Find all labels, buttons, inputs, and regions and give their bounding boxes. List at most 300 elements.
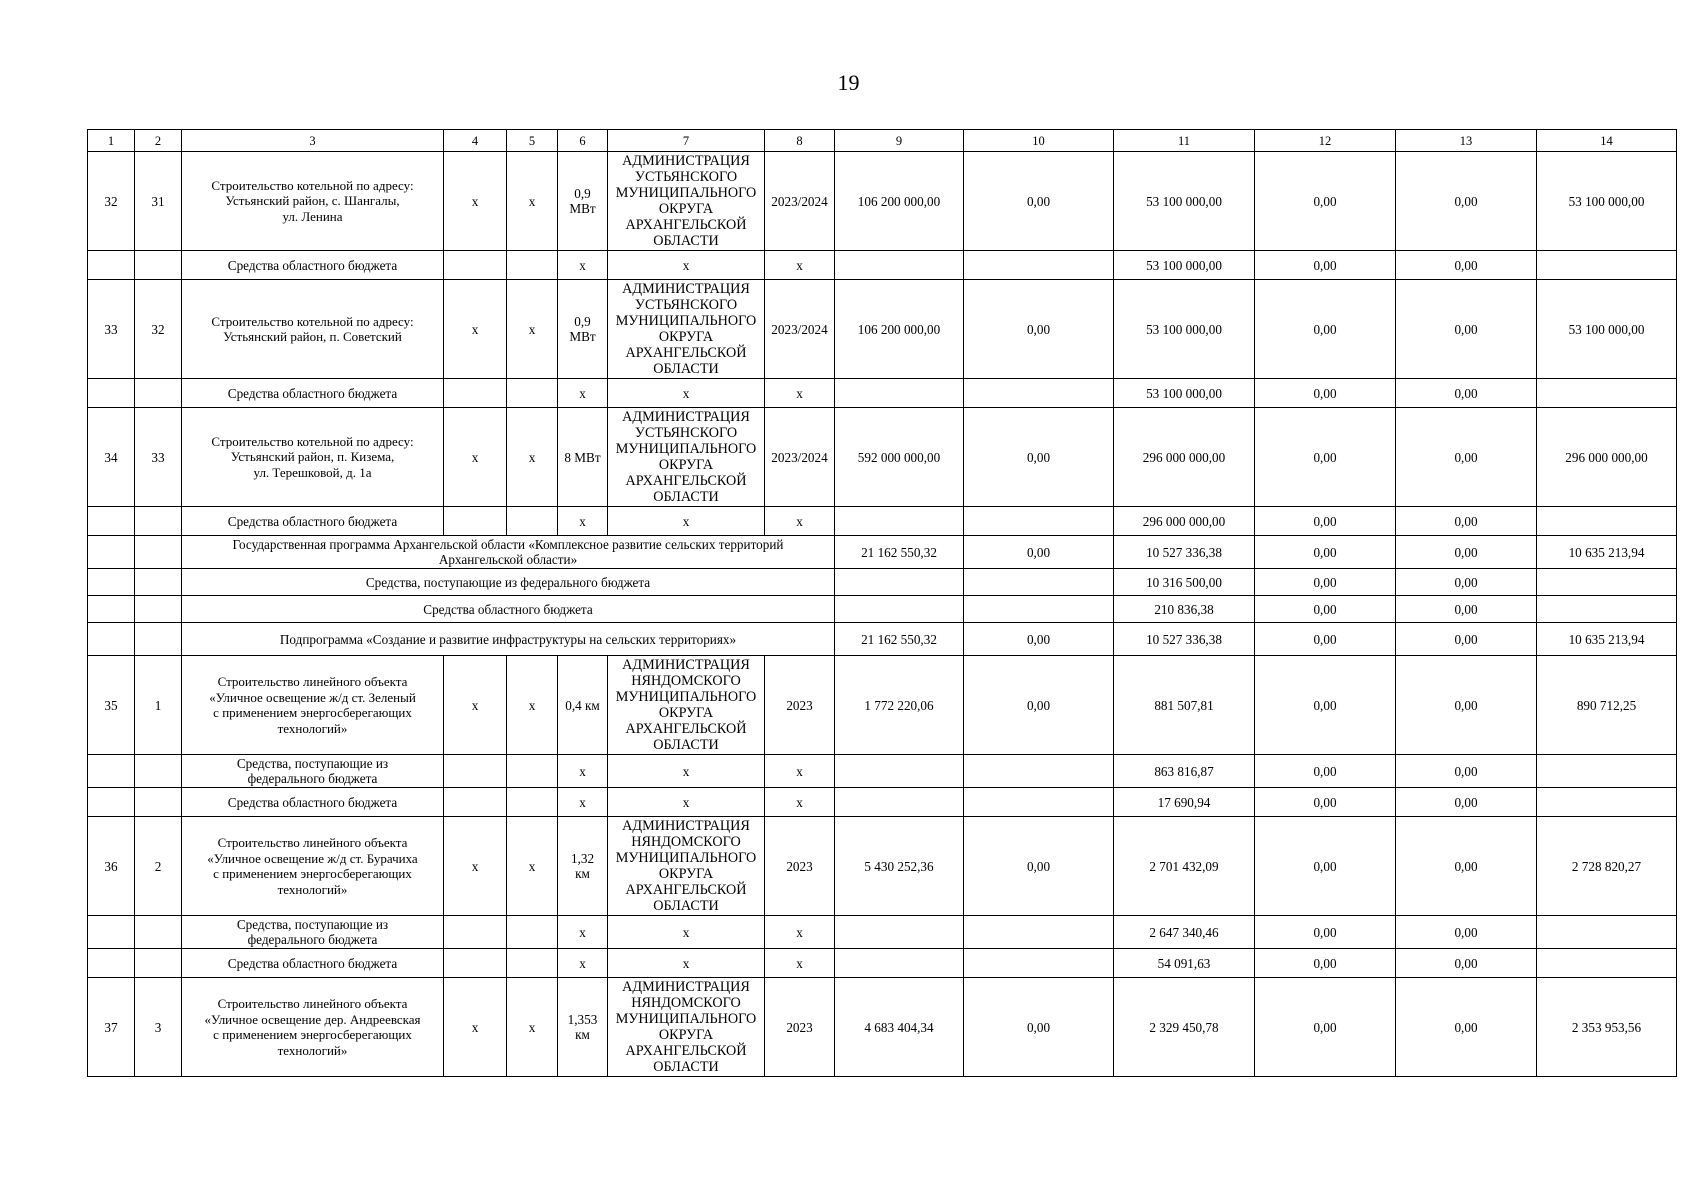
- amount-cell: 53 100 000,00: [1537, 152, 1677, 251]
- header-cell: 1: [88, 130, 135, 152]
- item-number: 3: [135, 978, 182, 1077]
- table-row: [88, 949, 1677, 978]
- col7-cell: х: [608, 755, 765, 788]
- funding-source-label: Средства областного бюджета: [182, 379, 444, 408]
- col5-cell: х: [507, 978, 558, 1077]
- organization-cell-line: АРХАНГЕЛЬСКОЙ: [625, 217, 747, 233]
- organization-cell-line: ОБЛАСТИ: [653, 737, 719, 753]
- amount-cell: 0,00: [1396, 978, 1537, 1077]
- empty-cell: [835, 379, 964, 408]
- program-title-line: Архангельской области»: [438, 552, 578, 567]
- capacity-cell-line: км: [575, 1027, 590, 1042]
- capacity-cell: [558, 656, 608, 755]
- col6-cell: х: [558, 251, 608, 280]
- empty-cell: [88, 596, 135, 623]
- item-number: 1: [135, 656, 182, 755]
- page-number: 19: [837, 70, 860, 95]
- amount-cell: 53 100 000,00: [1537, 280, 1677, 379]
- amount-cell: 4 683 404,34: [835, 978, 964, 1077]
- amount-cell: 0,00: [1396, 280, 1537, 379]
- amount-cell: 0,00: [1255, 788, 1396, 817]
- empty-cell: [135, 507, 182, 536]
- empty-cell: [964, 788, 1114, 817]
- table-row: [88, 536, 1677, 569]
- organization-cell-line: АДМИНИСТРАЦИЯ: [622, 657, 750, 673]
- col8-cell: х: [765, 949, 835, 978]
- object-description-line: Строительство котельной по адресу:: [211, 313, 414, 329]
- col8-cell: х: [765, 251, 835, 280]
- empty-cell: [135, 916, 182, 949]
- funding-source-label-line: Средства, поступающие из: [236, 917, 389, 932]
- amount-cell: 0,00: [1396, 788, 1537, 817]
- empty-cell: [1537, 379, 1677, 408]
- amount-cell: 10 527 336,38: [1114, 623, 1255, 656]
- organization-cell-line: МУНИЦИПАЛЬНОГО: [615, 185, 757, 201]
- organization-cell-line: НЯНДОМСКОГО: [631, 673, 741, 689]
- empty-cell: [835, 507, 964, 536]
- col5-cell: х: [507, 656, 558, 755]
- col7-cell: х: [608, 949, 765, 978]
- capacity-cell-line: МВт: [569, 329, 596, 344]
- empty-cell: [1537, 596, 1677, 623]
- organization-cell-line: ОБЛАСТИ: [653, 361, 719, 377]
- empty-cell: [88, 916, 135, 949]
- table-row: [88, 788, 1677, 817]
- amount-cell: 54 091,63: [1114, 949, 1255, 978]
- amount-cell: 0,00: [1255, 280, 1396, 379]
- object-description-line: технологий»: [277, 720, 348, 736]
- organization-cell-line: МУНИЦИПАЛЬНОГО: [615, 1011, 757, 1027]
- amount-cell: 10 316 500,00: [1114, 569, 1255, 596]
- amount-cell: 0,00: [964, 280, 1114, 379]
- empty-cell: [1537, 569, 1677, 596]
- amount-cell: 53 100 000,00: [1114, 280, 1255, 379]
- header-row: [88, 130, 1677, 152]
- empty-cell: [964, 251, 1114, 280]
- amount-cell: 0,00: [1396, 152, 1537, 251]
- organization-cell-line: УСТЬЯНСКОГО: [634, 425, 738, 441]
- col5-cell: х: [507, 408, 558, 507]
- empty-cell: [1537, 755, 1677, 788]
- organization-cell-line: МУНИЦИПАЛЬНОГО: [615, 689, 757, 705]
- organization-cell-line: ОКРУГА: [658, 329, 714, 345]
- empty-cell: [135, 788, 182, 817]
- empty-cell: [835, 569, 964, 596]
- object-description: [182, 817, 444, 916]
- amount-cell: 0,00: [964, 978, 1114, 1077]
- funding-source-label: Средства, поступающие из федерального бюджета: [182, 569, 835, 596]
- funding-source-label: Средства областного бюджета: [182, 949, 444, 978]
- object-description-line: ул. Терешковой, д. 1а: [253, 464, 372, 480]
- header-cell: 10: [964, 130, 1114, 152]
- amount-cell: 0,00: [1255, 569, 1396, 596]
- years-cell: 2023/2024: [765, 408, 835, 507]
- object-description-line: Строительство котельной по адресу:: [211, 177, 414, 193]
- empty-cell: [964, 569, 1114, 596]
- amount-cell: 0,00: [964, 536, 1114, 569]
- table-row: [88, 152, 1677, 251]
- funding-source-label: Средства областного бюджета: [182, 507, 444, 536]
- organization-cell-line: АДМИНИСТРАЦИЯ: [622, 281, 750, 297]
- organization-cell-line: ОБЛАСТИ: [653, 1059, 719, 1075]
- empty-cell: [964, 507, 1114, 536]
- amount-cell: 0,00: [1255, 596, 1396, 623]
- years-cell: 2023/2024: [765, 152, 835, 251]
- amount-cell: 0,00: [1396, 507, 1537, 536]
- table-row: [88, 569, 1677, 596]
- amount-cell: 2 728 820,27: [1537, 817, 1677, 916]
- table-row: [88, 408, 1677, 507]
- empty-cell: [507, 379, 558, 408]
- item-number: 32: [135, 280, 182, 379]
- empty-cell: [88, 569, 135, 596]
- item-number: 31: [135, 152, 182, 251]
- amount-cell: 0,00: [1255, 916, 1396, 949]
- empty-cell: [1537, 788, 1677, 817]
- amount-cell: 0,00: [1255, 251, 1396, 280]
- amount-cell: 0,00: [1396, 817, 1537, 916]
- table-row: [88, 916, 1677, 949]
- capacity-cell-line: 8 МВт: [564, 449, 601, 465]
- amount-cell: 0,00: [1255, 755, 1396, 788]
- amount-cell: 53 100 000,00: [1114, 152, 1255, 251]
- amount-cell: 0,00: [1255, 507, 1396, 536]
- col6-cell: х: [558, 916, 608, 949]
- empty-cell: [88, 507, 135, 536]
- object-description-line: Строительство линейного объекта: [217, 996, 408, 1011]
- organization-cell-line: АРХАНГЕЛЬСКОЙ: [625, 882, 747, 898]
- amount-cell: 106 200 000,00: [835, 280, 964, 379]
- amount-cell: 0,00: [1396, 949, 1537, 978]
- header-cell: 5: [507, 130, 558, 152]
- amount-cell: 0,00: [1396, 379, 1537, 408]
- empty-cell: [88, 623, 135, 656]
- empty-cell: [444, 507, 507, 536]
- col5-cell: х: [507, 817, 558, 916]
- table-row: [88, 978, 1677, 1077]
- table-row: [88, 755, 1677, 788]
- header-cell: 7: [608, 130, 765, 152]
- subprogram-title: Подпрограмма «Создание и развитие инфраструктуры на сельских территориях»: [182, 623, 835, 656]
- amount-cell: 17 690,94: [1114, 788, 1255, 817]
- empty-cell: [835, 949, 964, 978]
- amount-cell: 0,00: [1396, 623, 1537, 656]
- organization-cell-line: ОБЛАСТИ: [653, 898, 719, 914]
- organization-cell-line: АДМИНИСТРАЦИЯ: [622, 409, 750, 425]
- object-description-line: Устьянский район, п. Советский: [223, 329, 402, 344]
- organization-cell-line: УСТЬЯНСКОГО: [634, 169, 738, 185]
- col6-cell: х: [558, 379, 608, 408]
- row-number: 33: [88, 280, 135, 379]
- organization-cell-line: ОБЛАСТИ: [653, 233, 719, 249]
- object-description: [182, 656, 444, 755]
- amount-cell: 0,00: [1396, 251, 1537, 280]
- capacity-cell-line: 1,32: [570, 851, 595, 866]
- amount-cell: 21 162 550,32: [835, 623, 964, 656]
- empty-cell: [444, 916, 507, 949]
- amount-cell: 0,00: [1255, 152, 1396, 251]
- col7-cell: х: [608, 251, 765, 280]
- amount-cell: 10 527 336,38: [1114, 536, 1255, 569]
- organization-cell-line: ОКРУГА: [658, 457, 714, 473]
- empty-cell: [507, 788, 558, 817]
- object-description-line: технологий»: [277, 1042, 348, 1058]
- empty-cell: [964, 949, 1114, 978]
- funding-source-label: Средства областного бюджета: [182, 251, 444, 280]
- organization-cell-line: НЯНДОМСКОГО: [631, 834, 741, 850]
- object-description-line: технологий»: [277, 881, 348, 897]
- amount-cell: 2 329 450,78: [1114, 978, 1255, 1077]
- funding-source-label: Средства областного бюджета: [182, 596, 835, 623]
- object-description-line: «Уличное освещение ж/д ст. Бурачиха: [207, 850, 418, 866]
- empty-cell: [135, 536, 182, 569]
- col4-cell: х: [444, 656, 507, 755]
- organization-cell-line: МУНИЦИПАЛЬНОГО: [615, 850, 757, 866]
- empty-cell: [444, 251, 507, 280]
- funding-source-label-line: Средства, поступающие из: [236, 756, 389, 771]
- header-cell: 11: [1114, 130, 1255, 152]
- amount-cell: 0,00: [964, 656, 1114, 755]
- object-description-line: ул. Ленина: [282, 208, 343, 224]
- col4-cell: х: [444, 280, 507, 379]
- table-row: [88, 507, 1677, 536]
- col6-cell: х: [558, 507, 608, 536]
- row-number: 32: [88, 152, 135, 251]
- capacity-cell-line: 1,353: [567, 1012, 598, 1027]
- col8-cell: х: [765, 507, 835, 536]
- organization-cell-line: АДМИНИСТРАЦИЯ: [622, 818, 750, 834]
- row-number: 34: [88, 408, 135, 507]
- empty-cell: [88, 755, 135, 788]
- empty-cell: [964, 596, 1114, 623]
- header-cell: 13: [1396, 130, 1537, 152]
- empty-cell: [1537, 916, 1677, 949]
- organization-cell-line: АРХАНГЕЛЬСКОЙ: [625, 721, 747, 737]
- funding-source-label-line: федерального бюджета: [247, 771, 378, 786]
- col7-cell: х: [608, 507, 765, 536]
- empty-cell: [507, 507, 558, 536]
- amount-cell: 0,00: [1396, 916, 1537, 949]
- amount-cell: 0,00: [1255, 656, 1396, 755]
- amount-cell: 0,00: [1255, 379, 1396, 408]
- organization-cell-line: НЯНДОМСКОГО: [631, 995, 741, 1011]
- table-row: [88, 251, 1677, 280]
- empty-cell: [135, 623, 182, 656]
- table-body: [88, 130, 1677, 1077]
- amount-cell: 0,00: [1396, 596, 1537, 623]
- object-description-line: «Уличное освещение дер. Андреевская: [204, 1011, 421, 1027]
- capacity-cell: [558, 280, 608, 379]
- header-cell: 4: [444, 130, 507, 152]
- amount-cell: 296 000 000,00: [1114, 408, 1255, 507]
- empty-cell: [1537, 949, 1677, 978]
- col7-cell: х: [608, 916, 765, 949]
- capacity-cell-line: км: [575, 866, 590, 881]
- object-description: [182, 978, 444, 1077]
- row-number: 37: [88, 978, 135, 1077]
- col6-cell: х: [558, 788, 608, 817]
- col5-cell: х: [507, 152, 558, 251]
- table-row: [88, 280, 1677, 379]
- header-cell: 2: [135, 130, 182, 152]
- organization-cell: [608, 152, 765, 251]
- capacity-cell: [558, 978, 608, 1077]
- empty-cell: [835, 916, 964, 949]
- object-description-line: с применением энергосберегающих: [213, 866, 412, 881]
- amount-cell: 0,00: [1255, 408, 1396, 507]
- amount-cell: 0,00: [1255, 623, 1396, 656]
- empty-cell: [507, 251, 558, 280]
- organization-cell: [608, 978, 765, 1077]
- empty-cell: [135, 569, 182, 596]
- amount-cell: 0,00: [1396, 536, 1537, 569]
- organization-cell-line: ОКРУГА: [658, 201, 714, 217]
- organization-cell: [608, 817, 765, 916]
- investment-table: [87, 129, 1677, 1077]
- empty-cell: [964, 916, 1114, 949]
- amount-cell: 296 000 000,00: [1537, 408, 1677, 507]
- col4-cell: х: [444, 817, 507, 916]
- empty-cell: [88, 949, 135, 978]
- empty-cell: [135, 251, 182, 280]
- row-number: 35: [88, 656, 135, 755]
- row-number: 36: [88, 817, 135, 916]
- empty-cell: [1537, 507, 1677, 536]
- amount-cell: 2 353 953,56: [1537, 978, 1677, 1077]
- program-title: [182, 536, 835, 569]
- empty-cell: [444, 755, 507, 788]
- col6-cell: х: [558, 755, 608, 788]
- object-description-line: с применением энергосберегающих: [213, 1027, 412, 1042]
- object-description-line: Строительство линейного объекта: [217, 835, 408, 850]
- col5-cell: х: [507, 280, 558, 379]
- empty-cell: [507, 916, 558, 949]
- amount-cell: 1 772 220,06: [835, 656, 964, 755]
- organization-cell-line: ОКРУГА: [658, 705, 714, 721]
- col7-cell: х: [608, 788, 765, 817]
- amount-cell: 2 647 340,46: [1114, 916, 1255, 949]
- object-description-line: Строительство линейного объекта: [217, 674, 408, 689]
- amount-cell: 863 816,87: [1114, 755, 1255, 788]
- amount-cell: 10 635 213,94: [1537, 536, 1677, 569]
- amount-cell: 0,00: [1255, 949, 1396, 978]
- years-cell: 2023: [765, 656, 835, 755]
- organization-cell-line: ОБЛАСТИ: [653, 489, 719, 505]
- object-description-line: «Уличное освещение ж/д ст. Зеленый: [209, 689, 416, 705]
- empty-cell: [444, 949, 507, 978]
- organization-cell-line: АДМИНИСТРАЦИЯ: [622, 153, 750, 169]
- empty-cell: [1537, 251, 1677, 280]
- table-row: [88, 656, 1677, 755]
- organization-cell-line: МУНИЦИПАЛЬНОГО: [615, 441, 757, 457]
- amount-cell: 0,00: [964, 408, 1114, 507]
- amount-cell: 106 200 000,00: [835, 152, 964, 251]
- amount-cell: 0,00: [964, 152, 1114, 251]
- header-cell: 9: [835, 130, 964, 152]
- table-row: [88, 596, 1677, 623]
- col8-cell: х: [765, 755, 835, 788]
- empty-cell: [88, 251, 135, 280]
- funding-source-label: [182, 916, 444, 949]
- amount-cell: 592 000 000,00: [835, 408, 964, 507]
- amount-cell: 210 836,38: [1114, 596, 1255, 623]
- amount-cell: 0,00: [1396, 408, 1537, 507]
- organization-cell-line: АРХАНГЕЛЬСКОЙ: [625, 345, 747, 361]
- amount-cell: 0,00: [1255, 536, 1396, 569]
- empty-cell: [507, 949, 558, 978]
- empty-cell: [135, 949, 182, 978]
- object-description: [182, 280, 444, 379]
- amount-cell: 0,00: [1396, 656, 1537, 755]
- col4-cell: х: [444, 152, 507, 251]
- capacity-cell: [558, 408, 608, 507]
- amount-cell: 0,00: [1396, 569, 1537, 596]
- empty-cell: [88, 536, 135, 569]
- empty-cell: [835, 755, 964, 788]
- col8-cell: х: [765, 788, 835, 817]
- years-cell: 2023/2024: [765, 280, 835, 379]
- capacity-cell-line: 0,9: [574, 314, 591, 329]
- empty-cell: [507, 755, 558, 788]
- header-cell: 14: [1537, 130, 1677, 152]
- header-cell: 6: [558, 130, 608, 152]
- object-description: [182, 152, 444, 251]
- col6-cell: х: [558, 949, 608, 978]
- empty-cell: [835, 596, 964, 623]
- capacity-cell-line: МВт: [569, 201, 596, 216]
- object-description-line: Устьянский район, п. Кизема,: [230, 449, 395, 465]
- object-description-line: Устьянский район, с. Шангалы,: [225, 193, 400, 209]
- amount-cell: 0,00: [964, 623, 1114, 656]
- empty-cell: [444, 379, 507, 408]
- empty-cell: [88, 379, 135, 408]
- organization-cell-line: АДМИНИСТРАЦИЯ: [622, 979, 750, 995]
- table-row: [88, 623, 1677, 656]
- capacity-cell-line: 0,9: [574, 186, 591, 201]
- header-cell: 3: [182, 130, 444, 152]
- funding-source-label-line: федерального бюджета: [247, 932, 378, 947]
- empty-cell: [444, 788, 507, 817]
- funding-source-label: [182, 755, 444, 788]
- amount-cell: 10 635 213,94: [1537, 623, 1677, 656]
- organization-cell-line: АРХАНГЕЛЬСКОЙ: [625, 1043, 747, 1059]
- col8-cell: х: [765, 379, 835, 408]
- amount-cell: 296 000 000,00: [1114, 507, 1255, 536]
- empty-cell: [964, 379, 1114, 408]
- capacity-cell: [558, 817, 608, 916]
- organization-cell-line: АРХАНГЕЛЬСКОЙ: [625, 473, 747, 489]
- capacity-cell: [558, 152, 608, 251]
- empty-cell: [835, 251, 964, 280]
- empty-cell: [964, 755, 1114, 788]
- empty-cell: [135, 379, 182, 408]
- item-number: 33: [135, 408, 182, 507]
- object-description-line: Строительство котельной по адресу:: [211, 433, 414, 449]
- amount-cell: 21 162 550,32: [835, 536, 964, 569]
- amount-cell: 890 712,25: [1537, 656, 1677, 755]
- funding-source-label: Средства областного бюджета: [182, 788, 444, 817]
- object-description: [182, 408, 444, 507]
- col7-cell: х: [608, 379, 765, 408]
- table-row: [88, 379, 1677, 408]
- organization-cell-line: МУНИЦИПАЛЬНОГО: [615, 313, 757, 329]
- amount-cell: 53 100 000,00: [1114, 379, 1255, 408]
- amount-cell: 0,00: [964, 817, 1114, 916]
- organization-cell: [608, 656, 765, 755]
- years-cell: 2023: [765, 978, 835, 1077]
- amount-cell: 5 430 252,36: [835, 817, 964, 916]
- amount-cell: 2 701 432,09: [1114, 817, 1255, 916]
